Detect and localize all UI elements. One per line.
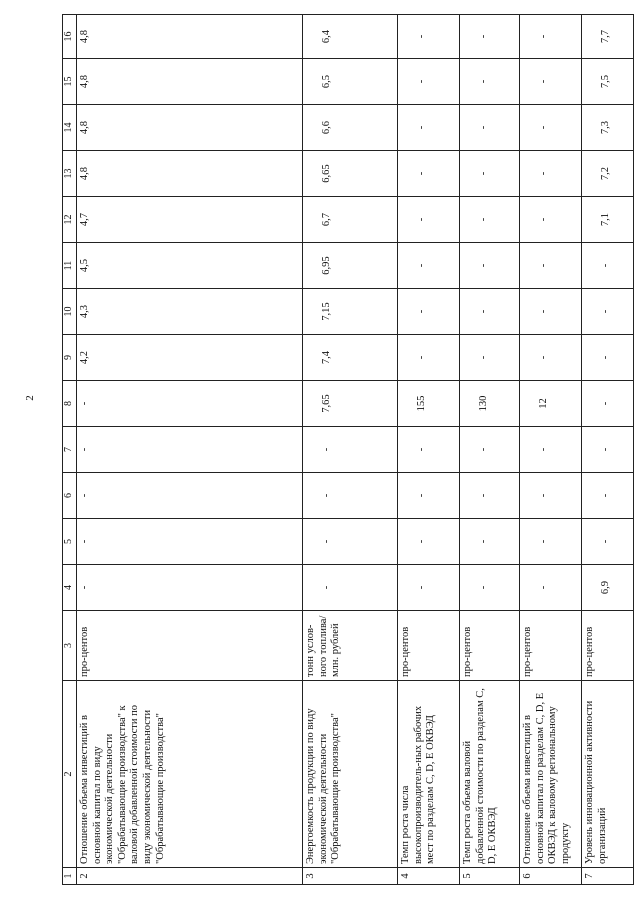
value-cell — [460, 15, 520, 59]
unit-cell: про-центов — [398, 611, 460, 681]
value-cell — [460, 151, 520, 197]
page-number: 2 — [24, 395, 36, 401]
value-cell — [77, 381, 303, 427]
value-text: - — [416, 125, 427, 130]
value-cell — [460, 289, 520, 335]
value-text: - — [478, 309, 489, 314]
value-text: - — [538, 539, 549, 544]
table-row — [303, 15, 398, 885]
value-cell — [398, 105, 460, 151]
value-cell — [582, 197, 634, 243]
value-cell — [460, 243, 520, 289]
value-cell — [460, 381, 520, 427]
value-text: 6,7 — [321, 212, 332, 227]
value-text: - — [600, 355, 611, 360]
value-cell — [460, 105, 520, 151]
value-text: - — [79, 447, 90, 452]
value-cell — [303, 197, 398, 243]
value-cell — [582, 335, 634, 381]
value-text: 6,4 — [321, 29, 332, 44]
value-cell — [398, 243, 460, 289]
value-text: - — [478, 585, 489, 590]
table-row — [398, 15, 460, 885]
value-text: 130 — [478, 395, 489, 412]
value-text: 4,8 — [79, 120, 90, 135]
unit-cell: про-центов — [582, 611, 634, 681]
value-text: - — [538, 79, 549, 84]
value-text: 6,95 — [321, 256, 332, 275]
value-text: 6,65 — [321, 164, 332, 183]
rotated-table-container — [62, 17, 617, 885]
value-cell — [303, 519, 398, 565]
value-cell — [77, 565, 303, 611]
value-text: 12 — [538, 398, 549, 409]
value-cell — [520, 289, 582, 335]
value-text: - — [416, 309, 427, 314]
indicator-name-cell: Отношение объема инвестиций в основной капитал по разделам C, D, E ОКВЭД к валовому региональному продукту — [520, 681, 582, 868]
value-text: 4,3 — [79, 304, 90, 319]
value-text: - — [600, 493, 611, 498]
value-text: - — [538, 34, 549, 39]
value-cell — [460, 519, 520, 565]
value-text: 6,9 — [600, 580, 611, 595]
value-text: - — [538, 493, 549, 498]
value-text: - — [416, 217, 427, 222]
value-cell — [582, 519, 634, 565]
value-cell — [398, 59, 460, 105]
value-cell — [520, 473, 582, 519]
value-text: - — [321, 493, 332, 498]
value-text: - — [416, 355, 427, 360]
header-cell: 2 — [63, 681, 77, 868]
value-text: 7,65 — [321, 394, 332, 413]
value-cell — [398, 151, 460, 197]
value-cell — [398, 565, 460, 611]
value-text: - — [600, 447, 611, 452]
value-text: - — [416, 585, 427, 590]
value-cell — [303, 565, 398, 611]
value-cell — [77, 519, 303, 565]
value-cell — [77, 15, 303, 59]
value-text: - — [478, 217, 489, 222]
value-text: - — [600, 539, 611, 544]
value-text: - — [416, 171, 427, 176]
unit-cell: про-центов — [77, 611, 303, 681]
value-cell — [398, 473, 460, 519]
value-cell — [582, 289, 634, 335]
value-text: - — [538, 217, 549, 222]
value-text: 7,2 — [600, 166, 611, 181]
value-text: - — [538, 125, 549, 130]
value-cell — [582, 15, 634, 59]
header-cell: 16 — [63, 15, 77, 59]
value-cell — [582, 243, 634, 289]
value-cell — [303, 151, 398, 197]
value-text: 7,4 — [321, 350, 332, 365]
value-text: - — [416, 493, 427, 498]
value-cell — [520, 105, 582, 151]
value-cell — [303, 59, 398, 105]
value-text: 4,7 — [79, 212, 90, 227]
value-text: - — [478, 171, 489, 176]
value-cell — [77, 243, 303, 289]
value-text: - — [538, 447, 549, 452]
value-text: - — [478, 34, 489, 39]
value-cell — [303, 335, 398, 381]
value-text: 4,8 — [79, 166, 90, 181]
header-cell: 9 — [63, 335, 77, 381]
indicator-name-cell: Энергоемкость продукции по виду экономической деятельности "Обрабатывающие производства" — [303, 681, 398, 868]
value-cell — [398, 197, 460, 243]
value-text: 155 — [416, 395, 427, 412]
header-cell: 6 — [63, 473, 77, 519]
value-text: - — [321, 585, 332, 590]
value-cell — [520, 151, 582, 197]
value-text: - — [79, 401, 90, 406]
value-text: - — [538, 171, 549, 176]
value-text: - — [538, 355, 549, 360]
value-text: - — [600, 263, 611, 268]
header-cell: 14 — [63, 105, 77, 151]
row-number-cell: 7 — [582, 868, 634, 885]
value-cell — [460, 335, 520, 381]
value-cell — [582, 59, 634, 105]
value-cell — [303, 243, 398, 289]
value-text: - — [538, 263, 549, 268]
value-cell — [520, 59, 582, 105]
indicator-name-cell: Темп роста объема валовой добавленной стоимости по разделам C, D, E ОКВЭД — [460, 681, 520, 868]
value-cell — [520, 15, 582, 59]
value-cell — [520, 519, 582, 565]
value-cell — [520, 565, 582, 611]
value-text: - — [478, 125, 489, 130]
value-cell — [303, 105, 398, 151]
header-cell: 1 — [63, 868, 77, 885]
indicators-table — [62, 14, 634, 885]
value-text: - — [478, 355, 489, 360]
value-text: - — [79, 585, 90, 590]
unit-cell: тонн услов-ного топлива/ млн. рублей — [303, 611, 398, 681]
value-cell — [582, 105, 634, 151]
header-cell: 5 — [63, 519, 77, 565]
value-cell — [398, 15, 460, 59]
value-text: - — [478, 263, 489, 268]
value-text: 6,6 — [321, 120, 332, 135]
value-cell — [582, 427, 634, 473]
value-cell — [77, 151, 303, 197]
value-cell — [303, 15, 398, 59]
table-row — [77, 15, 303, 885]
value-text: - — [416, 34, 427, 39]
value-cell — [520, 243, 582, 289]
value-text: 7,15 — [321, 302, 332, 321]
value-text: 7,7 — [600, 29, 611, 44]
value-cell — [460, 59, 520, 105]
value-text: - — [478, 79, 489, 84]
value-text: 7,1 — [600, 212, 611, 227]
value-text: - — [321, 447, 332, 452]
value-text: - — [79, 539, 90, 544]
value-cell — [582, 565, 634, 611]
value-text: - — [321, 539, 332, 544]
value-cell — [460, 197, 520, 243]
value-cell — [582, 473, 634, 519]
value-cell — [582, 381, 634, 427]
row-number-cell: 6 — [520, 868, 582, 885]
value-text: 6,5 — [321, 74, 332, 89]
value-text: - — [416, 539, 427, 544]
value-cell — [398, 289, 460, 335]
value-text: - — [478, 539, 489, 544]
value-text: 4,8 — [79, 29, 90, 44]
value-text: 7,5 — [600, 74, 611, 89]
value-text: 4,2 — [79, 350, 90, 365]
value-text: 4,8 — [79, 74, 90, 89]
value-text: - — [79, 493, 90, 498]
indicator-name-cell: Уровень инновационной активности организаций — [582, 681, 634, 868]
value-text: - — [416, 79, 427, 84]
table-row — [582, 15, 634, 885]
value-cell — [460, 473, 520, 519]
value-cell — [460, 565, 520, 611]
value-cell — [460, 427, 520, 473]
value-cell — [520, 381, 582, 427]
value-text: - — [416, 447, 427, 452]
value-cell — [582, 151, 634, 197]
unit-cell: про-центов — [460, 611, 520, 681]
value-cell — [303, 427, 398, 473]
value-text: - — [478, 447, 489, 452]
value-cell — [77, 197, 303, 243]
value-text: - — [600, 309, 611, 314]
header-cell: 7 — [63, 427, 77, 473]
header-cell: 4 — [63, 565, 77, 611]
value-cell — [520, 197, 582, 243]
value-text: 4,5 — [79, 258, 90, 273]
value-cell — [303, 473, 398, 519]
value-text: - — [416, 263, 427, 268]
value-cell — [77, 427, 303, 473]
value-text: 7,3 — [600, 120, 611, 135]
value-cell — [398, 381, 460, 427]
unit-cell: про-центов — [520, 611, 582, 681]
row-number-cell: 5 — [460, 868, 520, 885]
value-text: - — [538, 309, 549, 314]
header-cell: 13 — [63, 151, 77, 197]
header-cell: 15 — [63, 59, 77, 105]
value-cell — [398, 335, 460, 381]
header-row — [63, 15, 77, 885]
header-cell: 10 — [63, 289, 77, 335]
row-number-cell: 2 — [77, 868, 303, 885]
value-text: - — [538, 585, 549, 590]
value-cell — [398, 427, 460, 473]
header-cell: 11 — [63, 243, 77, 289]
value-cell — [398, 519, 460, 565]
indicator-name-cell: Отношение объема инвестиций в основной капитал по виду экономической деятельности "Обрабатывающие производства" к валовой добавленной стоимости по виду экономической деятельности "Обрабатывающие производства" — [77, 681, 303, 868]
value-cell — [303, 381, 398, 427]
value-cell — [77, 289, 303, 335]
header-cell: 8 — [63, 381, 77, 427]
value-text: - — [478, 493, 489, 498]
value-cell — [77, 473, 303, 519]
value-cell — [77, 105, 303, 151]
value-cell — [520, 427, 582, 473]
table-row — [460, 15, 520, 885]
value-text: - — [600, 401, 611, 406]
value-cell — [77, 59, 303, 105]
value-cell — [520, 335, 582, 381]
value-cell — [77, 335, 303, 381]
value-cell — [303, 289, 398, 335]
indicator-name-cell: Темп роста числа высокопроизводитель-ных рабочих мест по разделам C, D, E ОКВЭД — [398, 681, 460, 868]
table-row — [520, 15, 582, 885]
row-number-cell: 3 — [303, 868, 398, 885]
header-cell: 12 — [63, 197, 77, 243]
row-number-cell: 4 — [398, 868, 460, 885]
header-cell: 3 — [63, 611, 77, 681]
